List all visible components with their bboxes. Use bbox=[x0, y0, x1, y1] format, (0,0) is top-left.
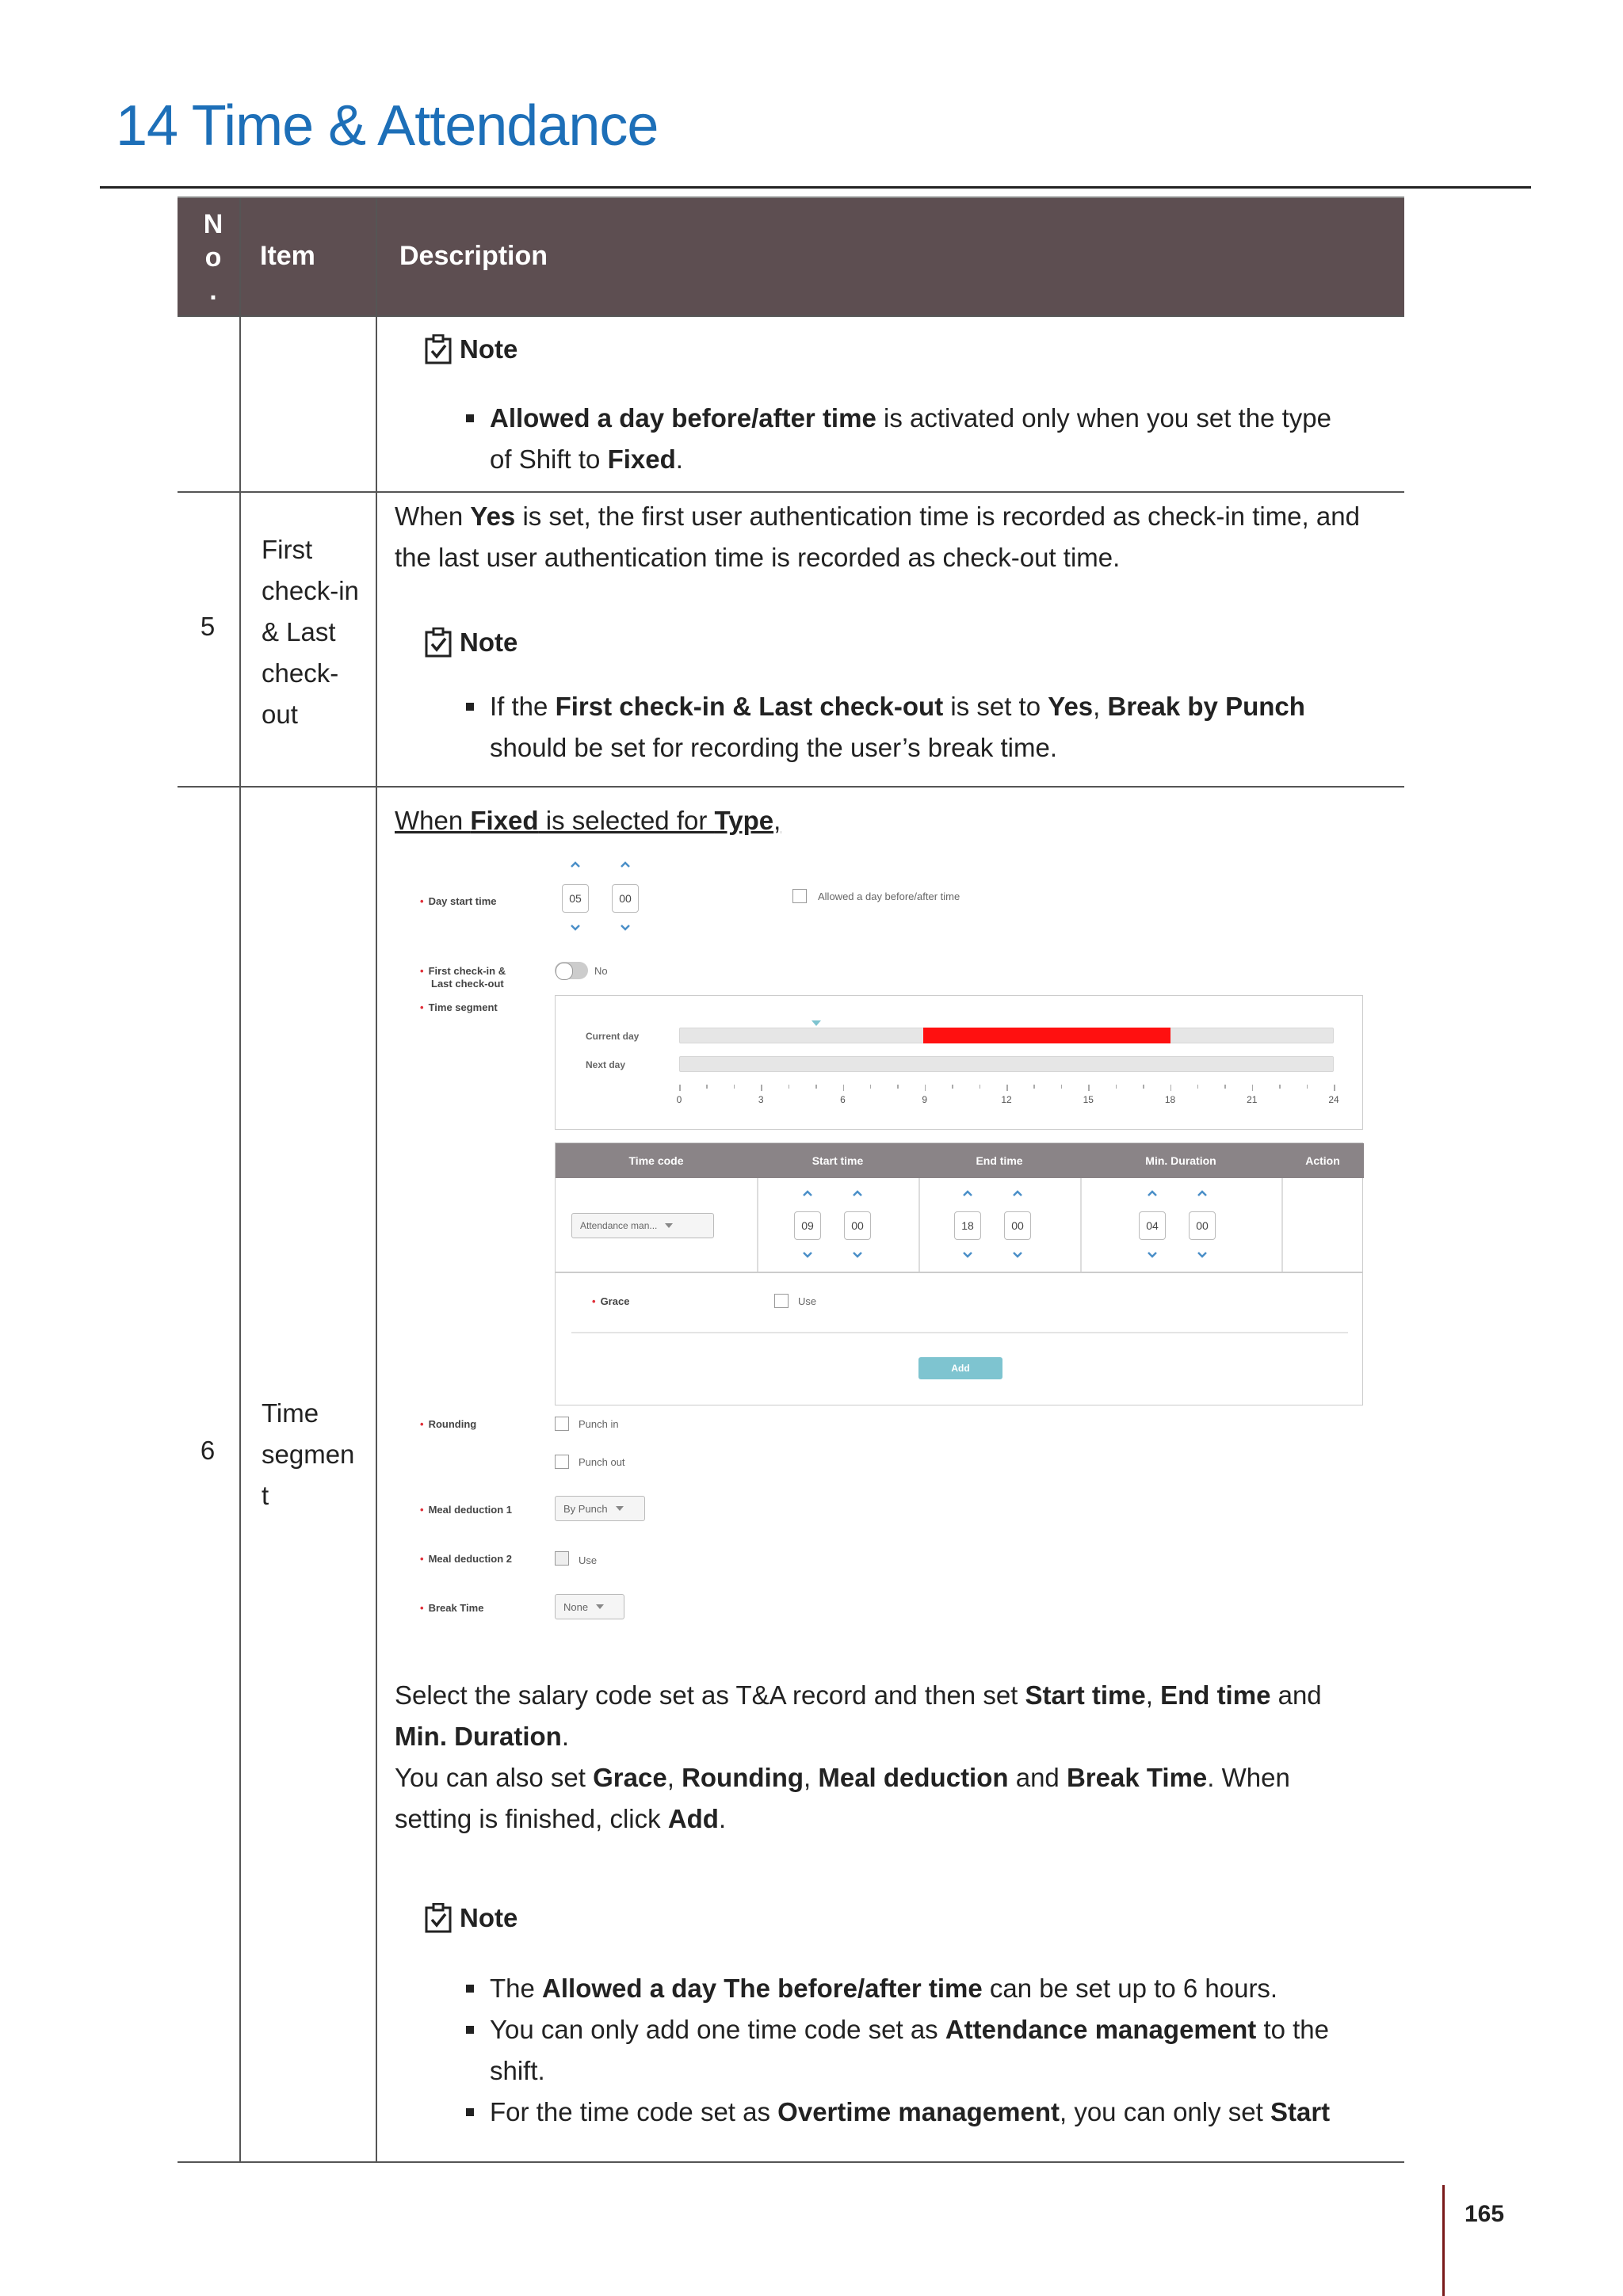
hour-tick-label: 0 bbox=[676, 1094, 682, 1105]
title-divider bbox=[100, 186, 1531, 189]
hour-tick bbox=[706, 1085, 708, 1089]
note-checklist-icon bbox=[425, 1903, 452, 1933]
hour-tick bbox=[789, 1085, 790, 1089]
chevron-up-icon bbox=[1147, 1189, 1158, 1197]
time-segment-settings-screenshot bbox=[412, 856, 1379, 1632]
header-description: Description bbox=[399, 241, 548, 271]
hour-tick bbox=[1279, 1085, 1281, 1089]
chevron-down-icon bbox=[962, 1251, 973, 1259]
punch-out-label: Punch out bbox=[579, 1456, 625, 1468]
hour-tick-label: 21 bbox=[1247, 1094, 1258, 1105]
hour-tick bbox=[897, 1085, 899, 1089]
chevron-down-icon bbox=[802, 1251, 813, 1259]
start-hour-field[interactable]: 09 bbox=[794, 1211, 821, 1240]
hour-tick-label: 6 bbox=[840, 1094, 846, 1105]
grace-label: • Grace bbox=[592, 1295, 630, 1307]
hour-tick bbox=[815, 1085, 817, 1089]
time-segment-panel bbox=[555, 995, 1363, 1130]
row-5-number: 5 bbox=[200, 612, 216, 641]
chevron-down-icon bbox=[570, 924, 581, 932]
chevron-down-icon bbox=[852, 1251, 863, 1259]
rounding-label: • Rounding bbox=[420, 1418, 477, 1430]
allowed-day-label: Allowed a day before/after time bbox=[818, 891, 960, 902]
hour-tick bbox=[870, 1085, 872, 1089]
hour-tick bbox=[1252, 1085, 1254, 1091]
time-code-select[interactable]: Attendance man... bbox=[571, 1213, 714, 1238]
header-item: Item bbox=[260, 241, 315, 271]
chevron-down-icon bbox=[620, 924, 631, 932]
first-check-toggle[interactable] bbox=[555, 962, 588, 979]
meal-deduction-1-select[interactable]: By Punch bbox=[555, 1496, 645, 1521]
chevron-down-icon bbox=[1197, 1251, 1208, 1259]
hour-tick bbox=[1224, 1085, 1226, 1089]
row-6-instructions: Select the salary code set as T&A record and then set Start time, End time and Min. Duration. You can also set Grace, Rounding, Meal deduction and Break Time. When setting is finished, click Add. bbox=[395, 1680, 1322, 1833]
list-item: You can only add one time code set as Attendance management to the shift. bbox=[461, 2009, 1396, 2092]
chapter-title: 14 Time & Attendance bbox=[116, 94, 659, 158]
note-heading: Note bbox=[425, 334, 517, 364]
chevron-up-icon bbox=[852, 1189, 863, 1197]
row-6-number: 6 bbox=[200, 1436, 216, 1465]
allowed-day-checkbox[interactable] bbox=[792, 889, 807, 903]
note-checklist-icon bbox=[425, 627, 452, 658]
chevron-down-icon bbox=[1147, 1251, 1158, 1259]
punch-in-checkbox[interactable] bbox=[555, 1417, 569, 1431]
grace-use-checkbox[interactable] bbox=[774, 1294, 789, 1308]
hour-tick-label: 15 bbox=[1083, 1094, 1094, 1105]
hour-tick bbox=[679, 1085, 681, 1091]
hour-tick bbox=[843, 1085, 845, 1091]
col-min-duration: Min. Duration bbox=[1080, 1143, 1281, 1178]
chevron-up-icon bbox=[962, 1189, 973, 1197]
hour-tick bbox=[1061, 1085, 1063, 1089]
time-code-panel bbox=[555, 1142, 1363, 1405]
meal-deduction-1-label: • Meal deduction 1 bbox=[420, 1504, 513, 1516]
day-start-minute-field[interactable]: 00 bbox=[612, 884, 639, 913]
add-button[interactable]: Add bbox=[918, 1357, 1002, 1379]
page-number-rule bbox=[1442, 2185, 1445, 2296]
min-duration-hour-field[interactable]: 04 bbox=[1139, 1211, 1166, 1240]
note-heading: Note bbox=[425, 1903, 517, 1933]
break-time-select[interactable]: None bbox=[555, 1594, 624, 1619]
list-item: For the time code set as Overtime management, you can only set Start bbox=[461, 2092, 1396, 2133]
toggle-state-label: No bbox=[594, 965, 608, 977]
end-hour-field[interactable]: 18 bbox=[954, 1211, 981, 1240]
hour-tick bbox=[1143, 1085, 1144, 1089]
meal-deduction-2-use: Use bbox=[579, 1554, 598, 1566]
next-day-label: Next day bbox=[586, 1059, 626, 1070]
note-checklist-icon bbox=[425, 334, 452, 364]
hour-tick bbox=[925, 1085, 926, 1091]
first-check-label: • First check-in & Last check-out bbox=[420, 965, 506, 990]
chevron-up-icon bbox=[620, 860, 631, 868]
hour-tick bbox=[1334, 1085, 1335, 1091]
next-day-bar bbox=[679, 1056, 1334, 1072]
col-end-time: End time bbox=[918, 1143, 1080, 1178]
row-6-item: Time segmen t bbox=[262, 1398, 355, 1510]
row-5-description: When Yes is set, the first user authentication time is recorded as check-in time, and the last user authentication time is recorded as check-out time. bbox=[395, 502, 1360, 572]
hour-tick bbox=[1033, 1085, 1035, 1089]
punch-in-label: Punch in bbox=[579, 1418, 619, 1430]
hour-tick bbox=[952, 1085, 953, 1089]
chevron-down-icon bbox=[1012, 1251, 1023, 1259]
day-start-label: • Day start time bbox=[420, 895, 497, 907]
note-list bbox=[461, 1968, 1396, 2133]
hour-tick bbox=[1197, 1085, 1199, 1089]
hour-tick bbox=[1307, 1085, 1308, 1089]
hour-tick bbox=[1006, 1085, 1008, 1091]
break-time-label: • Break Time bbox=[420, 1602, 484, 1614]
note-list bbox=[461, 686, 1396, 769]
col-action: Action bbox=[1281, 1143, 1364, 1178]
page-number: 165 bbox=[1465, 2201, 1505, 2227]
day-start-marker-icon bbox=[811, 1020, 822, 1028]
hour-tick-label: 9 bbox=[922, 1094, 928, 1105]
time-segment-label: • Time segment bbox=[420, 1001, 498, 1013]
meal-deduction-2-checkbox[interactable] bbox=[555, 1551, 569, 1566]
hour-tick bbox=[1116, 1085, 1117, 1089]
chevron-up-icon bbox=[802, 1189, 813, 1197]
header-no: N o . bbox=[203, 209, 223, 306]
current-day-label: Current day bbox=[586, 1031, 640, 1042]
punch-out-checkbox[interactable] bbox=[555, 1455, 569, 1469]
grace-use-label: Use bbox=[798, 1295, 817, 1307]
list-item: Allowed a day before/after time is activated only when you set the type of Shift to Fixed. bbox=[461, 398, 1396, 480]
day-start-hour-field[interactable]: 05 bbox=[562, 884, 589, 913]
row-5-item: First check-in & Last check- out bbox=[262, 535, 359, 729]
list-item: If the First check-in & Last check-out is set to Yes, Break by Punch should be set for recording the user’s break time. bbox=[461, 686, 1396, 769]
current-day-segment[interactable] bbox=[923, 1028, 1170, 1043]
start-minute-field[interactable]: 00 bbox=[844, 1211, 871, 1240]
note-heading: Note bbox=[425, 627, 517, 658]
row-6-intro: When Fixed is selected for Type, bbox=[395, 806, 781, 835]
hour-tick-label: 24 bbox=[1328, 1094, 1339, 1105]
meal-deduction-2-label: • Meal deduction 2 bbox=[420, 1553, 513, 1565]
hour-tick-label: 3 bbox=[758, 1094, 764, 1105]
hour-tick-label: 12 bbox=[1001, 1094, 1012, 1105]
col-time-code: Time code bbox=[556, 1143, 757, 1178]
hour-tick bbox=[980, 1085, 981, 1089]
hour-tick-label: 18 bbox=[1164, 1094, 1176, 1105]
hour-tick bbox=[761, 1085, 762, 1091]
min-duration-minute-field[interactable]: 00 bbox=[1189, 1211, 1216, 1240]
chevron-up-icon bbox=[1012, 1189, 1023, 1197]
hour-tick bbox=[1088, 1085, 1090, 1091]
end-minute-field[interactable]: 00 bbox=[1004, 1211, 1031, 1240]
note-list bbox=[461, 398, 1396, 480]
hour-tick bbox=[734, 1085, 735, 1089]
chevron-up-icon bbox=[570, 860, 581, 868]
list-item: The Allowed a day The before/after time can be set up to 6 hours. bbox=[461, 1968, 1396, 2009]
col-start-time: Start time bbox=[757, 1143, 918, 1178]
hour-tick bbox=[1170, 1085, 1172, 1091]
chevron-up-icon bbox=[1197, 1189, 1208, 1197]
